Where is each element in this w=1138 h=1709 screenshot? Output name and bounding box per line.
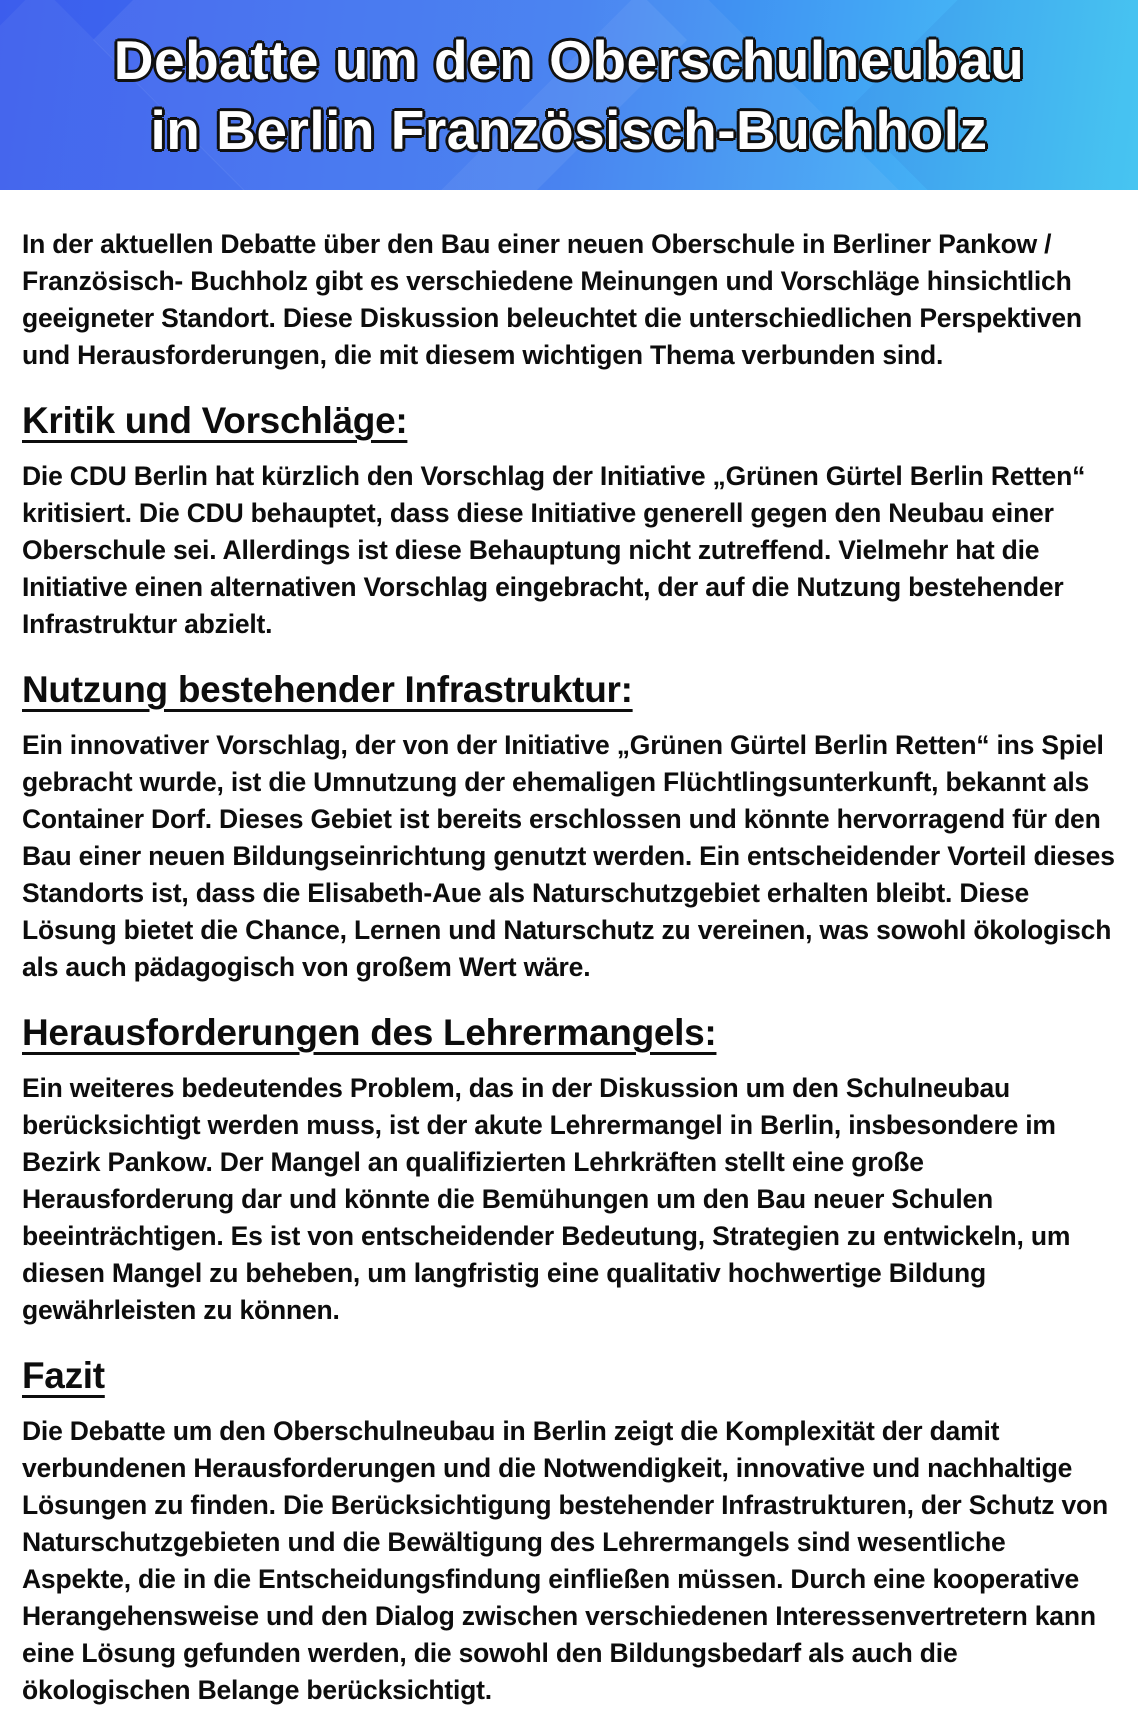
header-banner (0, 0, 1138, 190)
section-paragraph-kritik-und-vorschlaege: Die CDU Berlin hat kürzlich den Vorschlag der Initiative „Grünen Gürtel Berlin Retten“ kritisiert. Die CDU behauptet, dass diese Initiative generell gegen den Neubau einer Oberschule sei. Allerdings ist diese Behauptung nicht zutreffend. Vielmehr hat die Initiative einen alternativen Vorschlag eingebracht, der auf die Nutzung bestehender Infrastruktur abzielt. (22, 461, 1086, 639)
page-title-line-1: Debatte um den Oberschulneubau (113, 29, 1025, 91)
section-heading-nutzung-infrastruktur: Nutzung bestehender Infrastruktur: (22, 669, 633, 710)
section-heading-fazit: Fazit (22, 1355, 105, 1396)
article-body (0, 190, 1138, 1709)
page-title-line-2: in Berlin Französisch-Buchholz (150, 99, 988, 161)
intro-paragraph: In der aktuellen Debatte über den Bau einer neuen Oberschule in Berliner Pankow / Französisch- Buchholz gibt es verschiedene Meinungen und Vorschläge hinsichtlich geeigneter Standort. Diese Diskussion beleuchtet die unterschiedlichen Perspektiven und Herausforderungen, die mit diesem wichtigen Thema verbunden sind. (22, 229, 1082, 370)
section-heading-kritik-und-vorschlaege: Kritik und Vorschläge: (22, 400, 408, 441)
section-paragraph-nutzung-infrastruktur: Ein innovativer Vorschlag, der von der Initiative „Grünen Gürtel Berlin Retten“ ins Spiel gebracht wurde, ist die Umnutzung der ehemaligen Flüchtlingsunterkunft, bekannt als Container Dorf. Dieses Gebiet ist bereits erschlossen und könnte hervorragend für den Bau einer neuen Bildungseinrichtung genutzt werden. Ein entscheidender Vorteil dieses Standorts ist, dass die Elisabeth-Aue als Naturschutzgebiet erhalten bleibt. Diese Lösung bietet die Chance, Lernen und Naturschutz zu vereinen, was sowohl ökologisch als auch pädagogisch von großem Wert wäre. (22, 730, 1115, 982)
section-paragraph-lehrermangel: Ein weiteres bedeutendes Problem, das in der Diskussion um den Schulneubau berücksichtigt werden muss, ist der akute Lehrermangel in Berlin, insbesondere im Bezirk Pankow. Der Mangel an qualifizierten Lehrkräften stellt eine große Herausforderung dar und könnte die Bemühungen um den Bau neuer Schulen beeinträchtigen. Es ist von entscheidender Bedeutung, Strategien zu entwickeln, um diesen Mangel zu beheben, um langfristig eine qualitativ hochwertige Bildung gewährleisten zu können. (22, 1073, 1071, 1325)
section-heading-lehrermangel: Herausforderungen des Lehrermangels: (22, 1012, 717, 1053)
section-paragraph-fazit: Die Debatte um den Oberschulneubau in Berlin zeigt die Komplexität der damit verbundenen Herausforderungen und die Notwendigkeit, innovative und nachhaltige Lösungen zu finden. Die Berücksichtigung bestehender Infrastrukturen, der Schutz von Naturschutzgebieten und die Bewältigung des Lehrermangels sind wesentliche Aspekte, die in die Entscheidungsfindung einfließen müssen. Durch eine kooperative Herangehensweise und den Dialog zwischen verschiedenen Interessenvertretern kann eine Lösung gefunden werden, die sowohl den Bildungsbedarf als auch die ökologischen Belange berücksichtigt. (22, 1416, 1109, 1705)
